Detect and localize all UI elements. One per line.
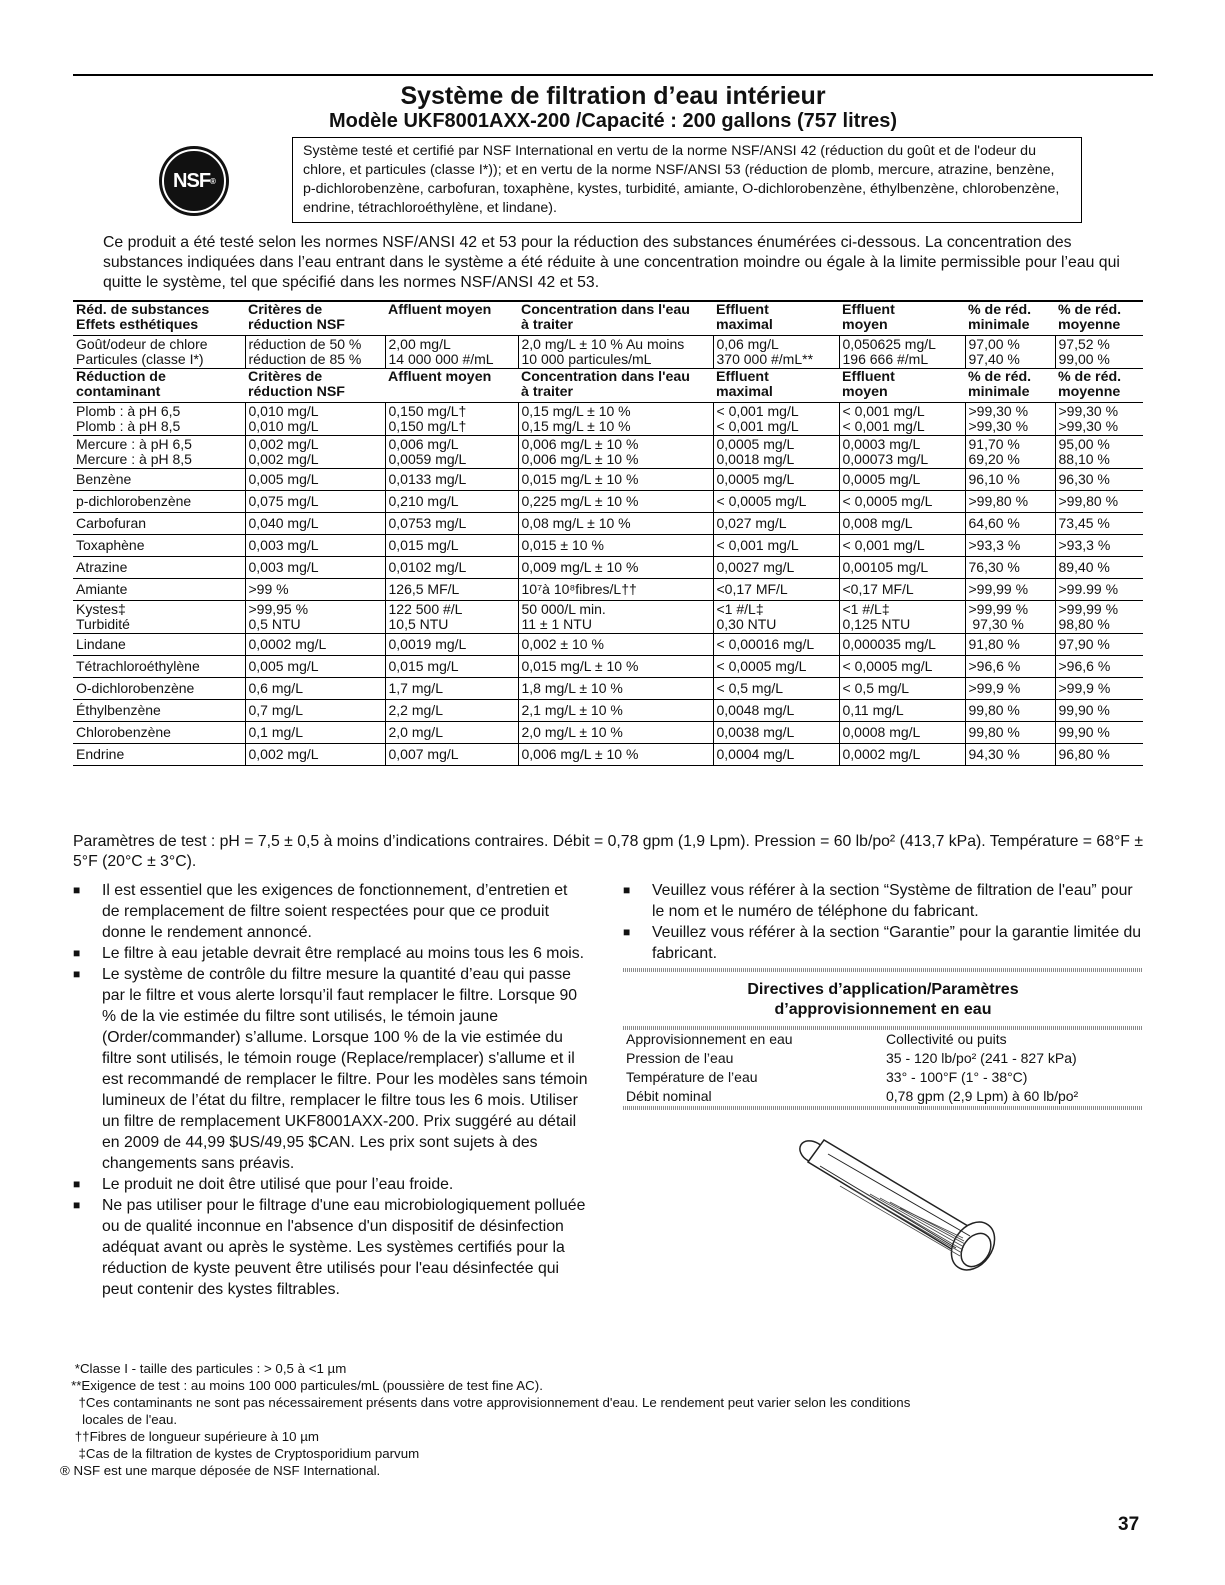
directives-cell: 0,78 gpm (2,9 Lpm) à 60 lb/po²: [886, 1088, 1079, 1104]
table-cell: 0,002 ± 10 %: [518, 634, 713, 656]
table-cell: 0,003 mg/L: [245, 535, 385, 557]
table-row: [73, 403, 1143, 436]
table-header-cell: Concentration dans l'eau à traiter: [518, 369, 713, 403]
table-cell: 0,008 mg/L: [839, 513, 965, 535]
table-cell: Mercure : à pH 6,5 Mercure : à pH 8,5: [73, 436, 245, 469]
table-row: [73, 678, 1143, 700]
table-cell: 0,003 mg/L: [245, 557, 385, 579]
test-parameters: Paramètres de test : pH = 7,5 ± 0,5 à moins d’indications contraires. Débit = 0,78 gpm (1,9 Lpm). Pression = 60 lb/po² (413,7 kPa). Température = 68°F ± 5°F (20°C ± 3°C).: [73, 833, 1144, 870]
table-header-cell: Réduction de contaminant: [73, 369, 245, 403]
table-header-cell: Critères de réduction NSF: [245, 369, 385, 403]
table-cell: < 0,0005 mg/L: [839, 656, 965, 678]
table-row: [73, 601, 1143, 634]
footnote: ® NSF est une marque déposée de NSF International.: [60, 1463, 381, 1478]
table-cell: 0,006 mg/L 0,0059 mg/L: [385, 436, 518, 469]
table-cell: Lindane: [73, 634, 245, 656]
table-row: [73, 579, 1143, 601]
table-cell: 0,027 mg/L: [713, 513, 839, 535]
table-cell: 97,52 % 99,00 %: [1055, 336, 1143, 369]
table-cell: 0,0102 mg/L: [385, 557, 518, 579]
footnote: ††Fibres de longueur supérieure à 10 µm: [60, 1429, 319, 1444]
table-cell: 0,0133 mg/L: [385, 469, 518, 491]
table-cell: 0,0002 mg/L: [245, 634, 385, 656]
table-cell: Atrazine: [73, 557, 245, 579]
water-filter-illustration: [780, 1126, 1020, 1291]
intro-paragraph: Ce produit a été testé selon les normes NSF/ANSI 42 et 53 pour la réduction des substances énumérées ci-dessous. La concentration des substances indiquées dans l’eau entrant dans le système a été réduite à une concentration moindre ou égale à la limite permissible pour l’eau qui quitte le système, tel que spécifié dans les normes NSF/ANSI 42 et 53.: [103, 234, 1120, 291]
page-subtitle: Modèle UKF8001AXX-200 /Capacité : 200 gallons (757 litres): [329, 110, 897, 132]
table-cell: 0,06 mg/L 370 000 #/mL**: [713, 336, 839, 369]
table-cell: <0,17 MF/L: [839, 579, 965, 601]
table-cell: Tétrachloroéthylène: [73, 656, 245, 678]
table-cell: <1 #/L‡ 0,30 NTU: [713, 601, 839, 634]
table-cell: 0,050625 mg/L 196 666 #/mL: [839, 336, 965, 369]
table-cell: 0,0005 mg/L: [713, 469, 839, 491]
table-cell: 96,30 %: [1055, 469, 1143, 491]
table-cell: 0,0048 mg/L: [713, 700, 839, 722]
table-header-cell: Affluent moyen: [385, 301, 518, 336]
table-cell: 0,0008 mg/L: [839, 722, 965, 744]
table-cell: 0,7 mg/L: [245, 700, 385, 722]
bullet-item: ■ Le produit ne doit être utilisé que pour l’eau froide.: [73, 1174, 588, 1195]
table-cell: 73,45 %: [1055, 513, 1143, 535]
directives-cell: 35 - 120 lb/po² (241 - 827 kPa): [886, 1050, 1077, 1066]
directives-cell: Collectivité ou puits: [886, 1031, 1007, 1047]
bullet-item: ■ Veuillez vous référer à la section “Garantie” pour la garantie limitée du fabricant.: [623, 922, 1143, 964]
table-header-cell: Effluent moyen: [839, 301, 965, 336]
table-cell: 64,60 %: [965, 513, 1055, 535]
table-cell: 2,0 mg/L ± 10 % Au moins 10 000 particules/mL: [518, 336, 713, 369]
table-cell: < 0,001 mg/L: [713, 535, 839, 557]
table-row: [73, 436, 1143, 469]
table-cell: 0,0005 mg/L 0,0018 mg/L: [713, 436, 839, 469]
table-cell: 2,1 mg/L ± 10 %: [518, 700, 713, 722]
table-row: [73, 513, 1143, 535]
table-cell: 0,010 mg/L 0,010 mg/L: [245, 403, 385, 436]
table-cell: 0,006 mg/L ± 10 %: [518, 744, 713, 766]
hatch-divider: [623, 1106, 1143, 1110]
table-header-cell: Affluent moyen: [385, 369, 518, 403]
table-cell: 97,90 %: [1055, 634, 1143, 656]
footnote: locales de l'eau.: [60, 1412, 178, 1427]
directives-cell: 33° - 100°F (1° - 38°C): [886, 1069, 1028, 1085]
footnote: **Exigence de test : au moins 100 000 particules/mL (poussière de test fine AC).: [60, 1378, 543, 1393]
table-cell: 0,225 mg/L ± 10 %: [518, 491, 713, 513]
table-cell: < 0,5 mg/L: [839, 678, 965, 700]
table-header-row: [73, 301, 1143, 336]
page-title: Système de filtration d’eau intérieur: [400, 82, 826, 110]
table-cell: >96,6 %: [1055, 656, 1143, 678]
table-cell: < 0,0005 mg/L: [713, 491, 839, 513]
table-cell: 0,002 mg/L: [245, 744, 385, 766]
table-cell: 0,015 ± 10 %: [518, 535, 713, 557]
table-cell: < 0,5 mg/L: [713, 678, 839, 700]
table-cell: 0,075 mg/L: [245, 491, 385, 513]
bullet-item: ■ Il est essentiel que les exigences de fonctionnement, d’entretien et de remplacement de filtre soient respectées pour que ce produit donne le rendement annoncé.: [73, 880, 588, 943]
table-cell: 89,40 %: [1055, 557, 1143, 579]
table-row: [73, 634, 1143, 656]
table-cell: 96,10 %: [965, 469, 1055, 491]
table-cell: 10⁷à 10⁸fibres/L††: [518, 579, 713, 601]
directives-row: [623, 1049, 1143, 1068]
table-cell: >99,99 % 98,80 %: [1055, 601, 1143, 634]
table-cell: O-dichlorobenzène: [73, 678, 245, 700]
table-cell: < 0,001 mg/L < 0,001 mg/L: [839, 403, 965, 436]
table-cell: 0,0005 mg/L: [839, 469, 965, 491]
table-cell: 97,00 % 97,40 %: [965, 336, 1055, 369]
table-cell: >93,3 %: [965, 535, 1055, 557]
table-cell: 2,0 mg/L: [385, 722, 518, 744]
table-cell: 1,8 mg/L ± 10 %: [518, 678, 713, 700]
table-cell: 94,30 %: [965, 744, 1055, 766]
table-cell: >99,95 % 0,5 NTU: [245, 601, 385, 634]
table-row: [73, 535, 1143, 557]
table-cell: >99,99 % 97,30 %: [965, 601, 1055, 634]
directives-row: [623, 1030, 1143, 1049]
table-cell: >99,30 % >99,30 %: [1055, 403, 1143, 436]
table-cell: Éthylbenzène: [73, 700, 245, 722]
table-cell: 96,80 %: [1055, 744, 1143, 766]
nsf-logo-mark: ®: [210, 176, 215, 186]
table-cell: 0,0002 mg/L: [839, 744, 965, 766]
performance-table: [73, 300, 1143, 766]
table-cell: 2,00 mg/L 14 000 000 #/mL: [385, 336, 518, 369]
table-row: [73, 336, 1143, 369]
table-cell: >99,80 %: [1055, 491, 1143, 513]
table-cell: 0,040 mg/L: [245, 513, 385, 535]
table-cell: 0,005 mg/L: [245, 469, 385, 491]
table-cell: 95,00 % 88,10 %: [1055, 436, 1143, 469]
table-cell: < 0,001 mg/L: [839, 535, 965, 557]
table-cell: 0,007 mg/L: [385, 744, 518, 766]
table-cell: Carbofuran: [73, 513, 245, 535]
directives-cell: Débit nominal: [626, 1088, 712, 1104]
table-cell: < 0,00016 mg/L: [713, 634, 839, 656]
table-cell: 0,015 mg/L: [385, 535, 518, 557]
table-cell: 0,015 mg/L: [385, 656, 518, 678]
table-header-cell: Effluent moyen: [839, 369, 965, 403]
table-cell: >99.99 %: [1055, 579, 1143, 601]
table-cell: 0,11 mg/L: [839, 700, 965, 722]
table-cell: <0,17 MF/L: [713, 579, 839, 601]
table-row: [73, 744, 1143, 766]
table-cell: Kystes‡ Turbidité: [73, 601, 245, 634]
table-cell: 2,0 mg/L ± 10 %: [518, 722, 713, 744]
table-cell: >99,80 %: [965, 491, 1055, 513]
table-header-row: [73, 369, 1143, 403]
table-cell: >99,99 %: [965, 579, 1055, 601]
table-cell: 126,5 MF/L: [385, 579, 518, 601]
table-cell: Endrine: [73, 744, 245, 766]
footnote: *Classe I - taille des particules : > 0,5 à <1 µm: [60, 1361, 347, 1376]
table-cell: <1 #/L‡ 0,125 NTU: [839, 601, 965, 634]
table-header-cell: % de réd. minimale: [965, 369, 1055, 403]
table-cell: 91,80 %: [965, 634, 1055, 656]
bullet-list-left: [73, 880, 588, 1300]
table-cell: Toxaphène: [73, 535, 245, 557]
table-cell: 99,80 %: [965, 722, 1055, 744]
table-row: [73, 491, 1143, 513]
directives-table: [623, 1030, 1143, 1106]
bullet-item: ■ Le filtre à eau jetable devrait être remplacé au moins tous les 6 mois.: [73, 943, 588, 964]
table-header-cell: Réd. de substances Effets esthétiques: [73, 301, 245, 336]
table-cell: 0,000035 mg/L: [839, 634, 965, 656]
bullet-list-right: [623, 880, 1143, 964]
table-cell: Amiante: [73, 579, 245, 601]
table-header-cell: Effluent maximal: [713, 301, 839, 336]
table-cell: 91,70 % 69,20 %: [965, 436, 1055, 469]
table-header-cell: % de réd. moyenne: [1055, 301, 1143, 336]
table-row: [73, 656, 1143, 678]
directives-cell: Approvisionnement en eau: [626, 1031, 793, 1047]
directives-row: [623, 1068, 1143, 1087]
table-cell: 99,90 %: [1055, 722, 1143, 744]
nsf-logo-text: NSF: [173, 169, 211, 192]
table-cell: 0,0027 mg/L: [713, 557, 839, 579]
table-cell: 1,7 mg/L: [385, 678, 518, 700]
table-cell: 99,80 %: [965, 700, 1055, 722]
directives-row: [623, 1087, 1143, 1106]
table-cell: 0,0019 mg/L: [385, 634, 518, 656]
table-cell: 0,005 mg/L: [245, 656, 385, 678]
table-cell: 122 500 #/L 10,5 NTU: [385, 601, 518, 634]
table-header-cell: % de réd. moyenne: [1055, 369, 1143, 403]
table-cell: >99,30 % >99,30 %: [965, 403, 1055, 436]
top-rule: [73, 74, 1153, 76]
table-cell: 0,0753 mg/L: [385, 513, 518, 535]
table-cell: 76,30 %: [965, 557, 1055, 579]
table-cell: 0,0038 mg/L: [713, 722, 839, 744]
table-cell: 0,0004 mg/L: [713, 744, 839, 766]
table-cell: >96,6 %: [965, 656, 1055, 678]
table-cell: >99 %: [245, 579, 385, 601]
table-cell: 0,00105 mg/L: [839, 557, 965, 579]
certification-box: Système testé et certifié par NSF International en vertu de la norme NSF/ANSI 42 (réduction du goût et de l'odeur du chlore, et particules (classe I*)); et en vertu de la norme NSF/ANSI 53 (réduction de plomb, mercure, atrazine, benzène, p-dichlorobenzène, carbofuran, toxaphène, kystes, turbidité, amiante, O-dichlorobenzène, éthylbenzène, chlorobenzène, endrine, tétrachloroéthylène, et lindane).: [292, 137, 1082, 223]
table-cell: 0,6 mg/L: [245, 678, 385, 700]
bullet-item: ■ Le système de contrôle du filtre mesure la quantité d’eau qui passe par le filtre et vous alerte lorsqu’il faut remplacer le filtre. Lorsque 90 % de la vie estimée du filtre sont utilisés, le témoin jaune (Order/commander) s’allume. Lorsque 100 % de la vie estimée du filtre sont utilisés, le témoin rouge (Replace/remplacer) s'allume et il est recommandé de remplacer le filtre. Pour les modèles sans témoin lumineux de l’état du filtre, remplacer le filtre tous les 6 mois. Utiliser un filtre de remplacement UKF8001AXX-200. Prix suggéré au détail en 2009 de 44,99 $US/49,95 $CAN. Les prix sont sujets à des changements sans préavis.: [73, 964, 588, 1174]
directives-title-line1: Directives d’application/Paramètres: [747, 981, 1019, 998]
page-number: 37: [1118, 1514, 1140, 1535]
directives-title: [623, 972, 1143, 1026]
table-cell: < 0,001 mg/L < 0,001 mg/L: [713, 403, 839, 436]
table-row: [73, 700, 1143, 722]
table-cell: 0,009 mg/L ± 10 %: [518, 557, 713, 579]
table-cell: 0,150 mg/L† 0,150 mg/L†: [385, 403, 518, 436]
table-cell: 0,210 mg/L: [385, 491, 518, 513]
table-cell: 0,002 mg/L 0,002 mg/L: [245, 436, 385, 469]
table-cell: p-dichlorobenzène: [73, 491, 245, 513]
table-cell: >93,3 %: [1055, 535, 1143, 557]
directives-title-line2: d’approvisionnement en eau: [774, 1001, 992, 1018]
table-cell: 0,0003 mg/L 0,00073 mg/L: [839, 436, 965, 469]
table-cell: Plomb : à pH 6,5 Plomb : à pH 8,5: [73, 403, 245, 436]
table-cell: 50 000/L min. 11 ± 1 NTU: [518, 601, 713, 634]
table-cell: 0,006 mg/L ± 10 % 0,006 mg/L ± 10 %: [518, 436, 713, 469]
table-cell: 0,015 mg/L ± 10 %: [518, 469, 713, 491]
table-cell: Goût/odeur de chlore Particules (classe I*): [73, 336, 245, 369]
table-row: [73, 557, 1143, 579]
table-cell: < 0,0005 mg/L: [839, 491, 965, 513]
footnote: ‡Cas de la filtration de kystes de Cryptosporidium parvum: [60, 1446, 420, 1461]
table-cell: 0,015 mg/L ± 10 %: [518, 656, 713, 678]
nsf-logo: [159, 146, 229, 216]
table-cell: réduction de 50 % réduction de 85 %: [245, 336, 385, 369]
table-cell: Benzène: [73, 469, 245, 491]
table-cell: Chlorobenzène: [73, 722, 245, 744]
table-row: [73, 469, 1143, 491]
table-cell: 0,08 mg/L ± 10 %: [518, 513, 713, 535]
table-cell: >99,9 %: [965, 678, 1055, 700]
directives-cell: Température de l’eau: [626, 1069, 758, 1085]
table-row: [73, 722, 1143, 744]
table-cell: 2,2 mg/L: [385, 700, 518, 722]
bullet-item: ■ Veuillez vous référer à la section “Système de filtration de l'eau” pour le nom et le numéro de téléphone du fabricant.: [623, 880, 1143, 922]
table-header-cell: Concentration dans l'eau à traiter: [518, 301, 713, 336]
table-cell: < 0,0005 mg/L: [713, 656, 839, 678]
table-cell: 0,15 mg/L ± 10 % 0,15 mg/L ± 10 %: [518, 403, 713, 436]
directives-cell: Pression de l’eau: [626, 1050, 734, 1066]
table-cell: 0,1 mg/L: [245, 722, 385, 744]
table-header-cell: % de réd. minimale: [965, 301, 1055, 336]
footnotes: [60, 1360, 1140, 1479]
table-cell: >99,9 %: [1055, 678, 1143, 700]
directives-box: [623, 968, 1143, 1110]
bullet-item: ■ Ne pas utiliser pour le filtrage d'une eau microbiologiquement polluée ou de qualité inconnue en l'absence d'un dispositif de désinfection adéquat avant ou après le système. Les systèmes certifiés pour la réduction de kyste peuvent être utilisés pour l'eau désinfectée qui peut contenir des kystes filtrables.: [73, 1195, 588, 1300]
table-header-cell: Critères de réduction NSF: [245, 301, 385, 336]
footnote: †Ces contaminants ne sont pas nécessairement présents dans votre approvisionnement d'eau. Le rendement peut varier selon les conditions: [60, 1395, 911, 1410]
table-cell: 99,90 %: [1055, 700, 1143, 722]
table-header-cell: Effluent maximal: [713, 369, 839, 403]
